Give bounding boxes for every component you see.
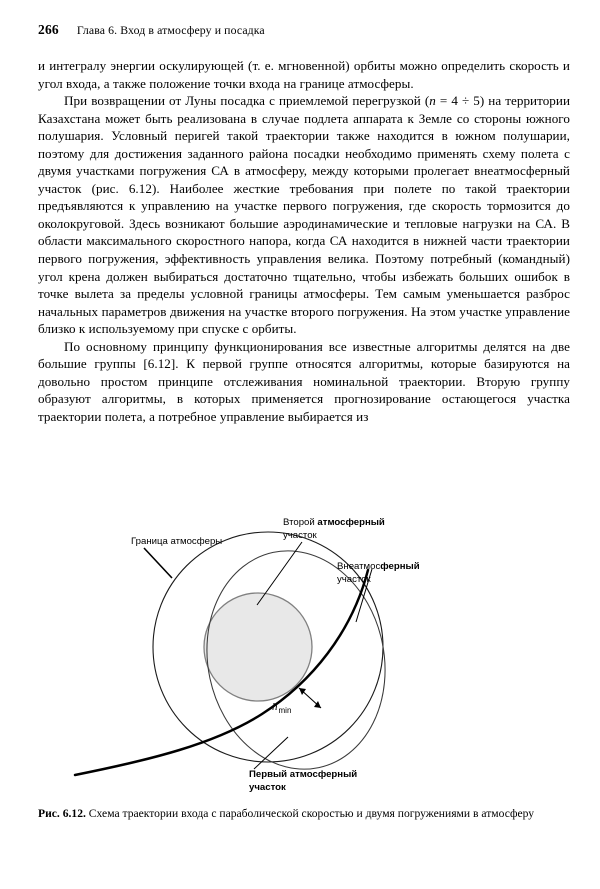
label-second-segment-bold: атмосферный	[317, 517, 385, 528]
figure-caption-text: Схема траектории входа с параболической скоростью и двумя погружениями в атмосферу	[85, 807, 535, 820]
chapter-title: Глава 6. Вход в атмосферу и посадка	[76, 23, 265, 37]
paragraph-3: По основному принципу функционирования все известные алгоритмы делятся на две большие группы [6.12]. К первой группе относятся алгоритмы, которые базируются на довольно простом принципе отслеживания номинальной траектории. Вторую группу образуют алгоритмы, в которых применяется прогнозирование остающегося участка траектории полета, а потребное управление выбирается из	[38, 338, 570, 424]
inline-formula-variable: n	[429, 93, 436, 109]
label-second-segment-plain: Второй	[283, 517, 318, 528]
label-first-segment-line2: участок	[249, 782, 286, 793]
orbital-diagram	[0, 492, 600, 812]
label-first-segment-line1: Первый атмосферный	[249, 769, 358, 780]
label-second-segment-line1	[283, 517, 385, 528]
leader-line-first-segment	[254, 737, 288, 769]
label-second-segment-line2: участок	[283, 530, 317, 541]
hmin-label	[272, 701, 291, 715]
running-head	[38, 22, 572, 40]
hmin-symbol: h	[272, 701, 278, 713]
hmin-subscript: min	[278, 706, 292, 715]
label-atmosphere-boundary: Граница атмосферы	[131, 536, 223, 547]
figure-caption	[38, 806, 570, 821]
label-exoatmospheric-plain: Внеатмос	[337, 561, 381, 572]
label-exoatmospheric-line2: участок	[337, 574, 371, 585]
earth-disc	[204, 593, 312, 701]
figure-caption-label: Рис. 6.12.	[38, 807, 86, 820]
leader-line-atmosphere-boundary	[144, 548, 172, 578]
label-exoatmospheric-line1	[337, 561, 420, 572]
body-text	[38, 57, 570, 425]
inline-formula: (n = 4 ÷ 5)	[424, 93, 485, 109]
paragraph-1: и интегралу энергии оскулирующей (т. е. мгновенной) орбиты можно определить скорость и угол входа, а также положение точки входа на границе атмосферы.	[38, 58, 570, 91]
label-exoatmospheric-bold: ферный	[380, 561, 420, 572]
figure-6-12	[0, 492, 600, 812]
paragraph-2: При возвращении от Луны посадка с приемлемой перегрузкой (n = 4 ÷ 5) на территории Казахстана может быть реализована в случае подлета аппарата к Земле со стороны южного полушария. Условный перигей такой траектории также находится в южном полушарии, поэтому для достижения заданного района посадки необходимо применять схему полета с двумя участками погружения СА в атмосферу, между которыми пролегает внеатмосферный участок (рис. 6.12). Наиболее жесткие требования при полете по такой траектории предъявляются к управлению на участке первого погружения, где скорость тормозится до околокруговой. Здесь возникают большие аэродинамические и тепловые нагрузки на СА. В области максимального скоростного напора, когда СА находится в нижней части траектории первого погружения, эффективность управления велика. Поэтому потребный (командный) угол крена должен выбираться достаточно тщательно, чтобы избежать больших ошибок в точке вылета за пределы условной границы атмосферы. Тем самым уменьшается разброс начальных параметров движения на участке второго погружения. На этом участке управление близко к используемому при спуске с орбиты.	[38, 93, 571, 337]
page-number: 266	[38, 22, 59, 37]
